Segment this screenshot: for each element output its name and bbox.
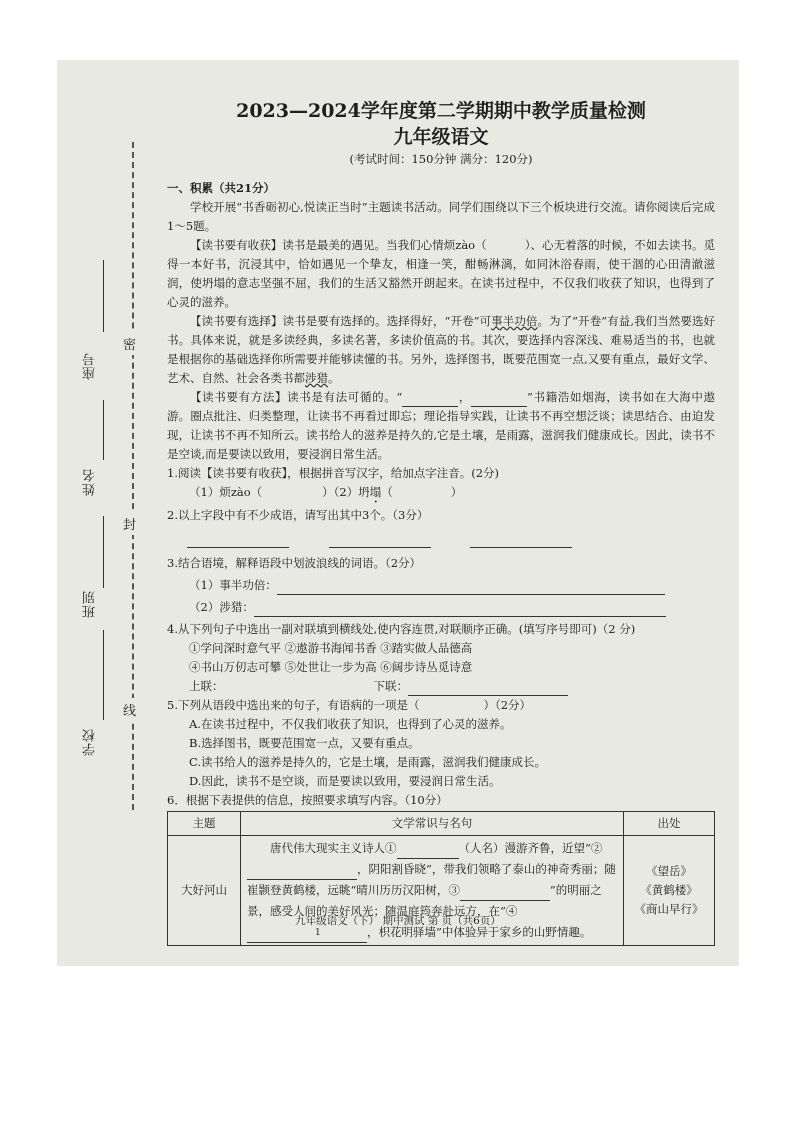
table-cell-text: 唐代伟大现实主义诗人① （人名）漫游齐鲁，近望“②，阴阳割昏晓”，带我们领略了泰山的神奇秀丽；随崔颢登黄鹤楼，远眺“晴川历历汉阳树，③ ”的明丽之景，感受人间的美好风光；随温庭筠奔赴远方，在“④，枳花明驿墙”中体验异于家乡的山野情趣。 [241, 836, 624, 946]
passage-paragraph-2: 【读书要有选择】读书是要有选择的。选择得好，“开卷”可事半功倍。为了“开卷”有益,我们当然要选好书。具体来说，就是多读经典，多读名著，多读价值高的书。其次，要选择内容深浅、难易适当的书，也就是根据你的基础选择你所需要并能够读懂的书。另外，选择图书，既要范围宽一点,又要有重点，最好文学、艺术、自然、社会各类书都涉猎。 [167, 314, 716, 385]
table-header: 主题 [168, 812, 241, 836]
table-cell-theme: 大好河山 [168, 836, 241, 946]
question-3-item-2: （2）涉猎： [189, 598, 715, 617]
section-heading: 一、积累（共21分） [167, 181, 276, 195]
seat-number-blank[interactable] [103, 260, 104, 332]
question-4-options-1: ①学问深时意气平 ②遨游书海闻书香 ③踏实做人品德高 [189, 641, 473, 655]
table-header: 出处 [624, 812, 715, 836]
source-2: 《黄鹤楼》 [640, 883, 698, 897]
class-label: 班别 [83, 590, 98, 618]
class-blank[interactable] [103, 516, 104, 588]
school-label: 学校 [83, 728, 98, 756]
source-1: 《望岳》 [646, 864, 692, 878]
answer-blank[interactable] [460, 887, 550, 901]
binding-mark-seal: 密 [123, 332, 136, 355]
paper-content [167, 98, 715, 946]
exam-paper [57, 60, 739, 966]
question-5: 5.下列从语段中选出来的句子，有语病的一项是（ ）（2分） [167, 698, 532, 712]
idiom-blank-3[interactable] [470, 534, 572, 548]
answer-blank[interactable] [277, 581, 665, 595]
exam-info: (考试时间：150分钟 满分：120分) [349, 152, 533, 166]
idiom-blank-2[interactable] [329, 534, 431, 548]
answer-blank[interactable] [408, 682, 568, 696]
question-1-items: （1）烦zào（ ）（2）坍塌（ ） [189, 483, 715, 506]
question-3-item-1: （1）事半功倍： [189, 576, 715, 595]
exam-subject: 九年级语文 [393, 126, 489, 148]
page-footer: 九年级语文（下） 期中测试 第 页（共6页） [295, 915, 501, 927]
option-c: C.读书给人的滋养是持久的，它是土壤，是雨露，滋润我们健康成长。 [189, 755, 547, 769]
passage-paragraph-1: 【读书要有收获】读书是最美的遇见。当我们心情烦zào（ ）、心无着落的时候，不如去读书。觅得一本好书，沉浸其中，恰如遇见一个挚友，相逢一笑，酣畅淋漓，如同沐浴春雨，使干涸的心田清澈滋润，使坍塌的意志坚强不屈，我们的生活又豁然开朗起来。在读书过程中，不仅我们收获了知识，也得到了心灵的滋养。 [167, 238, 716, 309]
name-blank[interactable] [103, 400, 104, 460]
question-6: 6．根据下表提供的信息，按照要求填写内容。（10分） [167, 793, 448, 807]
binding-mark-line: 线 [123, 698, 136, 721]
wavy-word-1: 事半功倍 [491, 314, 538, 328]
table-header: 文学常识与名句 [241, 812, 624, 836]
answer-blank[interactable] [247, 866, 357, 880]
question-4-answer: 上联： 下联： [189, 677, 715, 696]
section-intro: 学校开展“书香砺初心,悦读正当时”主题读书活动。同学们围绕以下三个板块进行交流。请你阅读后完成1～5题。 [167, 200, 715, 233]
question-3: 3.结合语境，解释语段中划波浪线的词语。（2分） [167, 556, 422, 570]
answer-blank[interactable] [397, 845, 459, 859]
page-number: 1 [315, 928, 321, 938]
exam-title: 2023—2024学年度第二学期期中教学质量检测 [236, 100, 646, 122]
seat-number-label: 座号 [83, 352, 98, 380]
name-label: 姓名 [83, 468, 98, 496]
question-4: 4.从下列句子中选出一副对联填到横线处,使内容连贯,对联顺序正确。(填写序号即可)（2 分) [167, 622, 636, 636]
school-blank[interactable] [103, 630, 104, 720]
option-b: B.选择图书，既要范围宽一点，又要有重点。 [189, 736, 420, 750]
question-2-blanks [187, 529, 715, 548]
couplet-blank-upper[interactable] [402, 393, 458, 407]
table-cell-source [624, 836, 715, 946]
question-2: 2.以上字段中有不少成语，请写出其中3个。（3分） [167, 508, 429, 522]
answer-blank[interactable] [254, 603, 666, 617]
binding-strip [57, 60, 165, 966]
couplet-blank-lower[interactable] [471, 393, 527, 407]
idiom-blank-1[interactable] [187, 534, 289, 548]
answer-blank[interactable] [487, 242, 525, 255]
source-3: 《商山早行》 [634, 902, 704, 916]
option-d: D.因此，读书不是空谈，而是要读以致用，要浸润日常生活。 [189, 774, 501, 788]
answer-blank[interactable] [393, 493, 451, 506]
question-1: 1.阅读【读书要有收获】，根据拼音写汉字，给加点字注音。(2分) [167, 466, 500, 480]
question-4-options-2: ④书山万仞志可攀 ⑤处世让一步为高 ⑥阔步诗丛觅诗意 [189, 660, 473, 674]
wavy-word-2: 涉猎 [305, 371, 328, 385]
binding-mark-seal2: 封 [123, 512, 136, 535]
option-a: A.在读书过程中，不仅我们收获了知识，也得到了心灵的滋养。 [189, 717, 512, 731]
answer-blank[interactable] [247, 929, 367, 943]
passage-paragraph-3: 【读书要有方法】读书是有法可循的。“ ， ”书籍浩如烟海，读书如在大海中遨游。圈点批注、归类整理，让读书不再看过即忘；理论指导实践，让读书不再空想泛谈；读思结合、由迫发现，让读书不再不知所云。读书给人的滋养是持久的,它是土壤，是雨露，滋润我们健康成长。因此，读书不是空谈,而是要读以致用，要浸润日常生活。 [167, 390, 715, 461]
